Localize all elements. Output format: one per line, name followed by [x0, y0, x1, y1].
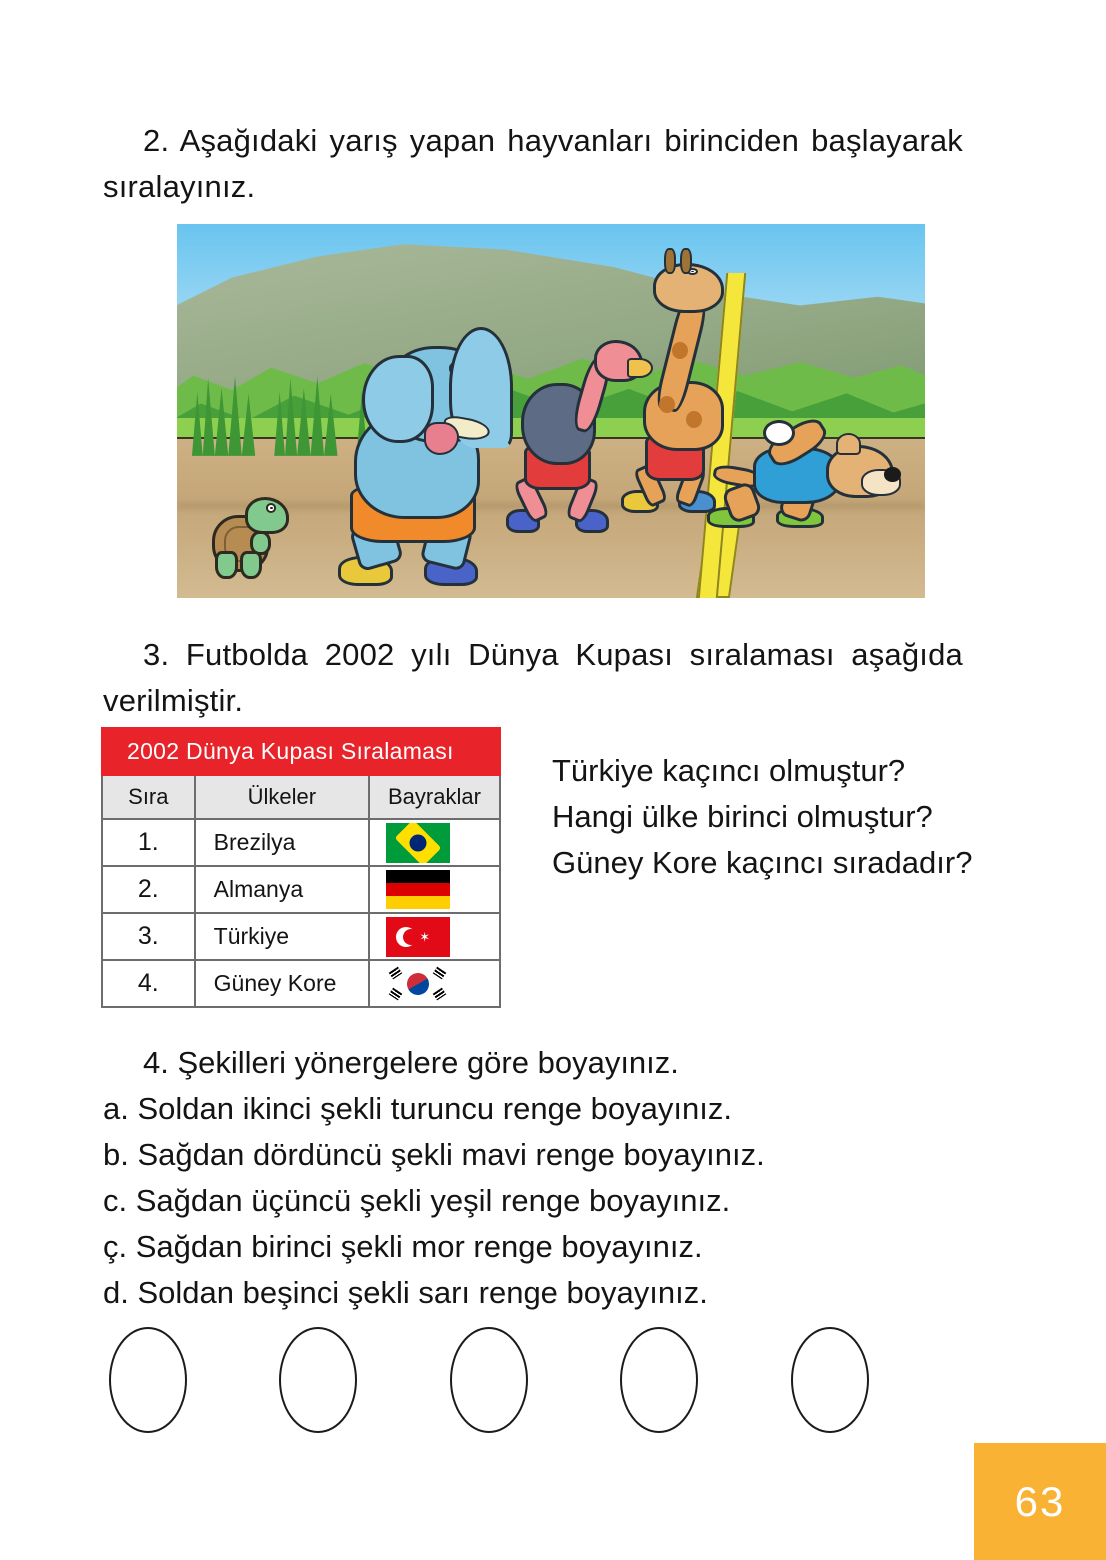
flag-cell: [369, 866, 500, 913]
turkey-star: ✶: [419, 929, 431, 944]
germany-stripe-gold: [386, 896, 450, 909]
giraffe-spot: [659, 396, 675, 413]
subquestion-first-country: Hangi ülke birinci olmuştur?: [552, 799, 933, 834]
cheetah-fist: [763, 420, 795, 446]
korea-trigram: [389, 967, 403, 980]
subquestion-turkey-rank: Türkiye kaçıncı olmuştur?: [552, 753, 906, 788]
question-4-item-ch: ç. Sağdan birinci şekli mor renge boyayınız.: [103, 1229, 703, 1264]
germany-flag-icon: [386, 870, 450, 910]
page-number-badge: 63: [974, 1443, 1106, 1560]
subquestion-south-korea-rank: Güney Kore kaçıncı sıradadır?: [552, 845, 973, 880]
cheetah-ear: [836, 433, 861, 455]
elephant-character: [327, 336, 521, 575]
coloring-circle-2[interactable]: [279, 1327, 357, 1433]
table-title-row: [102, 728, 500, 775]
question-4-item-c: c. Sağdan üçüncü şekli yeşil renge boyayınız.: [103, 1183, 731, 1218]
column-header-flag: Bayraklar: [369, 775, 500, 819]
turtle-head: [245, 497, 289, 534]
korea-trigram: [433, 988, 447, 1001]
table-row: [102, 960, 500, 1007]
table-row: [102, 866, 500, 913]
korea-trigram: [389, 988, 403, 1001]
flag-cell: [369, 913, 500, 960]
giraffe-spot: [686, 411, 702, 428]
question-4-block: [103, 1040, 983, 1316]
germany-stripe-red: [386, 883, 450, 896]
turtle-character: [207, 493, 289, 575]
country-cell: Türkiye: [195, 913, 369, 960]
rank-cell: 4.: [102, 960, 195, 1007]
table-row: [102, 819, 500, 866]
question-4-item-a: a. Soldan ikinci şekli turuncu renge boyayınız.: [103, 1091, 732, 1126]
germany-stripe-black: [386, 870, 450, 883]
country-cell: Almanya: [195, 866, 369, 913]
question-2-text: 2. Aşağıdaki yarış yapan hayvanları birinciden başlayarak sıralayınız.: [103, 123, 972, 204]
column-header-country: Ülkeler: [195, 775, 369, 819]
turtle-leg: [215, 551, 237, 578]
turtle-leg: [240, 551, 262, 578]
rank-cell: 2.: [102, 866, 195, 913]
giraffe-horn: [680, 248, 692, 274]
table-title: 2002 Dünya Kupası Sıralaması: [102, 728, 500, 775]
brazil-globe: [409, 834, 426, 851]
coloring-circle-1[interactable]: [109, 1327, 187, 1433]
table-row: [102, 913, 500, 960]
coloring-circle-3[interactable]: [450, 1327, 528, 1433]
coloring-shapes-row: [103, 1327, 893, 1435]
cheetah-nose: [884, 467, 900, 482]
flag-cell: [369, 960, 500, 1007]
column-header-rank: Sıra: [102, 775, 195, 819]
flag-cell: [369, 819, 500, 866]
giraffe-spot: [672, 342, 688, 359]
turkey-crescent: [396, 927, 416, 947]
country-cell: Güney Kore: [195, 960, 369, 1007]
turtle-eye: [266, 503, 276, 512]
brazil-flag-icon: [386, 823, 450, 863]
south-korea-flag-icon: [386, 964, 450, 1004]
giraffe-horn: [664, 248, 676, 274]
world-cup-ranking-table: [101, 727, 501, 1008]
animal-race-illustration: [177, 224, 925, 598]
table-header-row: [102, 775, 500, 819]
elephant-ear: [362, 355, 434, 442]
country-cell: Brezilya: [195, 819, 369, 866]
cheetah-character: [723, 422, 888, 534]
rank-cell: 1.: [102, 819, 195, 866]
korea-taeguk: [403, 968, 433, 998]
korea-trigram: [433, 967, 447, 980]
question-3-text: 3. Futbolda 2002 yılı Dünya Kupası sıralaması aşağıda verilmiştir.: [103, 637, 972, 718]
turkey-flag-icon: [386, 917, 450, 957]
question-4-heading: 4. Şekilleri yönergelere göre boyayınız.: [143, 1045, 679, 1080]
rank-cell: 3.: [102, 913, 195, 960]
coloring-circle-5[interactable]: [791, 1327, 869, 1433]
question-4-item-b: b. Sağdan dördüncü şekli mavi renge boyayınız.: [103, 1137, 765, 1172]
question-4-item-d: d. Soldan beşinci şekli sarı renge boyayınız.: [103, 1275, 708, 1310]
question-3-subquestions: [512, 748, 992, 886]
coloring-circle-4[interactable]: [620, 1327, 698, 1433]
